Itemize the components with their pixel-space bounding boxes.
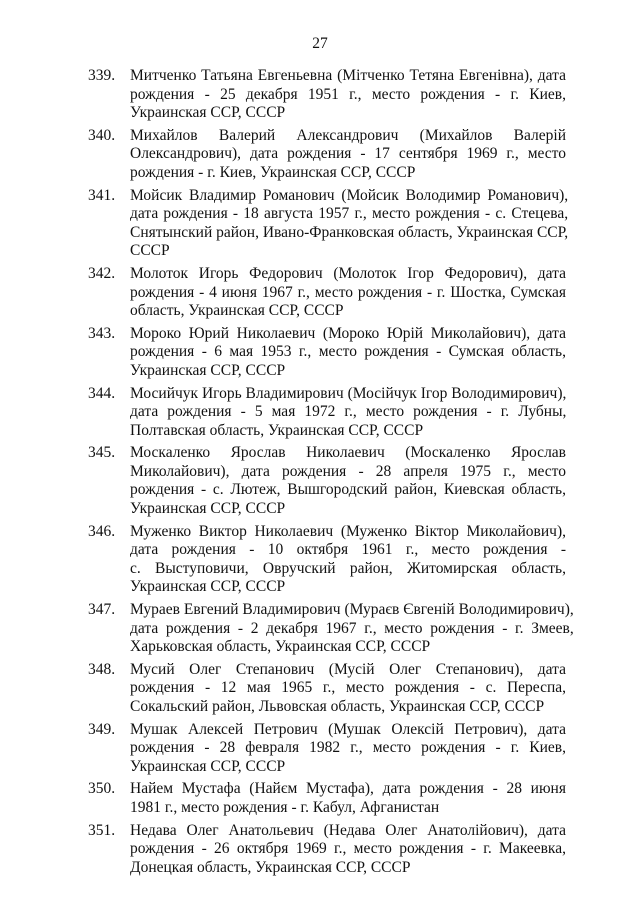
entry-text-line: Снятынский район, Ивано-Франковская область, Украинская ССР, bbox=[130, 223, 569, 241]
entry-text-line: Харьковская область, Украинская ССР, СССР bbox=[130, 638, 431, 656]
list-item bbox=[88, 601, 574, 657]
list-item bbox=[88, 67, 566, 123]
entry-number: 342. bbox=[88, 264, 116, 282]
list-item bbox=[88, 127, 566, 183]
entry-number: 343. bbox=[88, 324, 116, 342]
entry-text-line: рождения - с. Лютеж, Вышгородский район, Киевская область, bbox=[130, 481, 566, 499]
entry-text-line: Сокальский район, Львовская область, Украинская ССР, СССР bbox=[130, 698, 545, 715]
entry-text-line: Миколайович), дата рождения - 28 апреля 1975 г., место bbox=[130, 462, 566, 480]
entry-text-line: дата рождения - 5 мая 1972 г., место рождения - г. Лубны, bbox=[130, 403, 567, 421]
entry-text-line: Митченко Татьяна Евгеньевна (Мітченко Тетяна Евгенівна), дата bbox=[130, 67, 566, 84]
entry-text-line: Украинская ССР, СССР bbox=[130, 500, 286, 518]
entry-text bbox=[130, 187, 568, 261]
entry-text-line: дата рождения - 2 декабря 1967 г., место рождения - г. Змеев, bbox=[130, 619, 574, 637]
entry-text-line: Олександрович), дата рождения - 17 сентября 1969 г., место bbox=[130, 145, 566, 163]
entry-number: 344. bbox=[88, 384, 116, 402]
entry-text-line: СССР bbox=[130, 242, 170, 260]
list-item bbox=[88, 385, 566, 441]
entry-text bbox=[130, 661, 566, 717]
list-item bbox=[88, 661, 566, 717]
entry-text-line: Мусий Олег Степанович (Мусій Олег Степанович), дата bbox=[130, 660, 566, 678]
entry-text-line: дата рождения - 10 октября 1961 г., место рождения - bbox=[130, 541, 566, 559]
entry-text-line: Мойсик Владимир Романович (Мойсик Володимир Романович), bbox=[130, 186, 569, 204]
entry-text-line: Украинская ССР, СССР bbox=[130, 578, 286, 596]
entry-text-line: рождения - 25 декабря 1951 г., место рождения - г. Киев, bbox=[130, 85, 566, 103]
entry-text bbox=[130, 822, 566, 878]
entry-number: 347. bbox=[88, 601, 116, 619]
entry-text-line: Мураев Евгений Владимирович (Мураєв Євгеній Володимирович), bbox=[130, 601, 574, 619]
entry-text bbox=[130, 780, 566, 817]
entry-text-line: рождения - 6 мая 1953 г., место рождения - Сумская область, bbox=[130, 343, 566, 361]
entry-text bbox=[130, 265, 566, 321]
entry-text bbox=[130, 67, 566, 123]
entry-text-line: Мушак Алексей Петрович (Мушак Олексій Петрович), дата bbox=[130, 720, 566, 738]
entry-text-line: 1981 г., место рождения - г. Кабул, Афганистан bbox=[130, 798, 440, 816]
entry-text bbox=[130, 444, 566, 518]
entry-text-line: Полтавская область, Украинская ССР, СССР bbox=[130, 421, 424, 439]
entry-text-line: рождения - 26 октября 1969 г., место рождения - г. Макеевка, bbox=[130, 840, 566, 858]
entry-text bbox=[130, 523, 566, 597]
entry-text-line: Украинская ССР, СССР bbox=[130, 104, 286, 122]
entry-text bbox=[130, 127, 566, 183]
list-item bbox=[88, 325, 566, 381]
list-item bbox=[88, 186, 569, 261]
list-item bbox=[88, 721, 566, 777]
entry-number: 350. bbox=[88, 780, 116, 798]
page-number: 27 bbox=[312, 35, 328, 52]
entry-text-line: область, Украинская ССР, СССР bbox=[130, 302, 344, 320]
entry-number: 346. bbox=[88, 522, 116, 540]
entry-text-line: Найем Мустафа (Найєм Мустафа), дата рождения - 28 июня bbox=[130, 780, 566, 798]
entry-number: 340. bbox=[88, 126, 116, 144]
entry-text bbox=[130, 721, 566, 777]
entry-text bbox=[130, 325, 566, 381]
entry-text bbox=[130, 601, 574, 657]
entry-text-line: Муженко Виктор Николаевич (Муженко Віктор Миколайович), bbox=[130, 522, 566, 540]
entry-text-line: Украинская ССР, СССР bbox=[130, 361, 286, 379]
entry-text-line: рождения - 28 февраля 1982 г., место рождения - г. Киев, bbox=[130, 739, 566, 757]
list-item bbox=[88, 523, 566, 597]
entry-text-line: Недава Олег Анатольевич (Недава Олег Анатолійович), дата bbox=[130, 821, 566, 839]
entry-number: 351. bbox=[88, 821, 116, 839]
entry-text-line: рождения - 4 июня 1967 г., место рождения - г. Шостка, Сумская bbox=[130, 283, 566, 301]
list-item bbox=[88, 822, 566, 878]
entry-text-line: с. Выступовичи, Овручский район, Житомирская область, bbox=[130, 559, 566, 577]
entry-number: 349. bbox=[88, 720, 116, 738]
list-item bbox=[88, 265, 566, 321]
entry-list bbox=[88, 67, 574, 881]
entry-text-line: Донецкая область, Украинская ССР, СССР bbox=[130, 858, 411, 876]
entry-text-line: дата рождения - 18 августа 1957 г., место рождения - с. Стецева, bbox=[130, 205, 569, 223]
entry-text-line: Михайлов Валерий Александрович (Михайлов Валерій bbox=[130, 126, 566, 144]
list-item bbox=[88, 780, 566, 817]
entry-text-line: Мосийчук Игорь Владимирович (Мосійчук Ігор Володимирович), bbox=[130, 384, 567, 402]
entry-text bbox=[130, 385, 566, 441]
entry-text-line: рождения - г. Киев, Украинская ССР, СССР bbox=[130, 163, 416, 181]
entry-number: 341. bbox=[88, 186, 116, 204]
entry-text-line: Мороко Юрий Николаевич (Мороко Юрій Миколайович), дата bbox=[130, 324, 566, 342]
entry-text-line: Украинская ССР, СССР bbox=[130, 757, 286, 775]
entry-text-line: Молоток Игорь Федорович (Молоток Ігор Федорович), дата bbox=[130, 264, 566, 282]
entry-text-line: Москаленко Ярослав Николаевич (Москаленко Ярослав bbox=[130, 444, 566, 462]
entry-number: 339. bbox=[88, 67, 116, 84]
entry-text-line: рождения - 12 мая 1965 г., место рождения - с. Переспа, bbox=[130, 679, 566, 697]
list-item bbox=[88, 444, 566, 518]
entry-number: 348. bbox=[88, 660, 116, 678]
entry-number: 345. bbox=[88, 444, 116, 462]
